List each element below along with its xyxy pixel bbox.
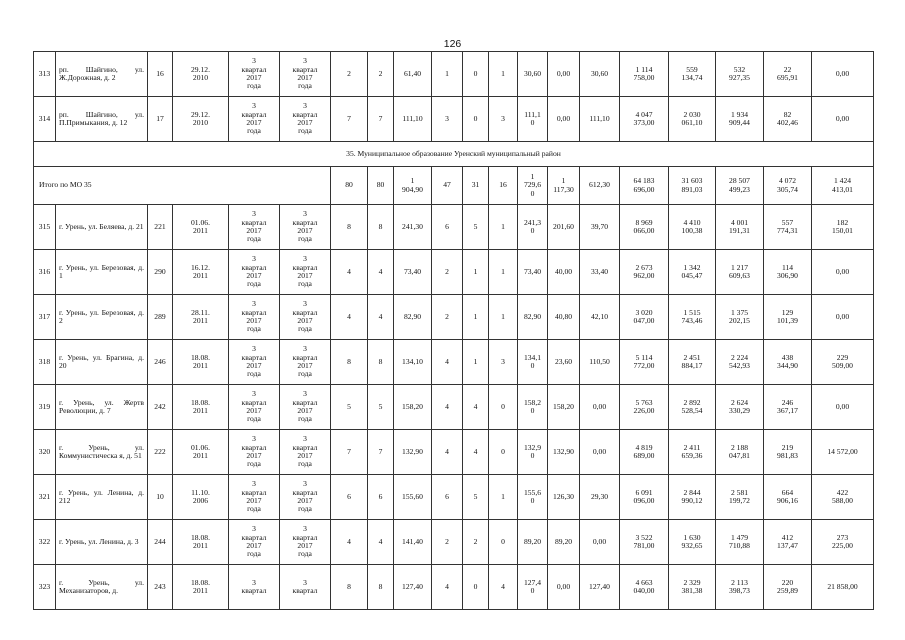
date: 18.08. 2011 [173,340,229,385]
row-number: 323 [34,565,56,610]
cost-fund: 4 410 100,38 [669,205,716,250]
cost-total: 2 673 962,00 [620,250,669,295]
apartments-municipal: 1 [489,475,518,520]
apartments-municipal: 3 [489,97,518,142]
row-number: 320 [34,430,56,475]
cost-extra: 273 225,00 [812,520,874,565]
cost-region: 1 217 609,63 [716,250,764,295]
apartments-private: 4 [463,385,489,430]
house-id: 244 [148,520,173,565]
area-municipal: 127,40 [580,565,620,610]
total-area-total: 1 904,90 [394,167,432,205]
row-number: 315 [34,205,56,250]
area-relocated: 158,2 0 [518,385,548,430]
cost-fund: 2 329 381,38 [669,565,716,610]
apartments-municipal: 1 [489,205,518,250]
date: 18.08. 2011 [173,520,229,565]
total-cost-extra: 1 424 413,01 [812,167,874,205]
cost-local: 664 906,16 [764,475,812,520]
cost-local: 129 101,39 [764,295,812,340]
house-id: 290 [148,250,173,295]
end-quarter: 3 квартал [280,565,331,610]
cost-fund: 2 892 528,54 [669,385,716,430]
start-quarter: 3 квартал 2017 года [229,52,280,97]
area-private: 23,60 [548,340,580,385]
row-number: 313 [34,52,56,97]
cost-extra: 0,00 [812,250,874,295]
cost-total: 1 114 758,00 [620,52,669,97]
apartments-private: 0 [463,565,489,610]
area-total: 61,40 [394,52,432,97]
house-id: 242 [148,385,173,430]
cost-region: 4 001 191,31 [716,205,764,250]
area-municipal: 111,10 [580,97,620,142]
cost-local: 82 402,46 [764,97,812,142]
table-row [34,97,874,142]
total-cost-local: 4 072 305,74 [764,167,812,205]
area-private: 40,80 [548,295,580,340]
address: г. Урень, ул. Брагина, д. 20 [56,340,148,385]
row-number: 321 [34,475,56,520]
cost-fund: 1 515 743,46 [669,295,716,340]
address: г. Урень, ул. Коммунистическа я, д. 51 [56,430,148,475]
cost-extra: 0,00 [812,97,874,142]
start-quarter: 3 квартал 2017 года [229,97,280,142]
cost-region: 2 113 398,73 [716,565,764,610]
start-quarter: 3 квартал 2017 года [229,295,280,340]
start-quarter: 3 квартал 2017 года [229,250,280,295]
cost-region: 2 188 047,81 [716,430,764,475]
area-total: 155,60 [394,475,432,520]
apartments-private: 5 [463,475,489,520]
apartments-total: 2 [432,295,463,340]
address: г. Урень, ул. Ленина, д. 212 [56,475,148,520]
row-number: 317 [34,295,56,340]
housing-program-table [33,51,874,610]
area-municipal: 110,50 [580,340,620,385]
start-quarter: 3 квартал 2017 года [229,475,280,520]
residents-total: 7 [331,97,368,142]
table-row [34,52,874,97]
house-id: 289 [148,295,173,340]
area-relocated: 155,6 0 [518,475,548,520]
cost-extra: 182 150,01 [812,205,874,250]
cost-region: 1 934 909,44 [716,97,764,142]
apartments-total: 6 [432,475,463,520]
apartments-private: 4 [463,430,489,475]
date: 18.08. 2011 [173,385,229,430]
table-row [34,430,874,475]
cost-region: 1 479 710,88 [716,520,764,565]
apartments-private: 0 [463,52,489,97]
area-relocated: 132,9 0 [518,430,548,475]
cost-local: 220 259,89 [764,565,812,610]
cost-extra: 21 858,00 [812,565,874,610]
area-private: 0,00 [548,52,580,97]
residents-total: 2 [331,52,368,97]
residents-total: 6 [331,475,368,520]
cost-fund: 2 030 061,10 [669,97,716,142]
cost-extra: 0,00 [812,295,874,340]
area-total: 141,40 [394,520,432,565]
end-quarter: 3 квартал 2017 года [280,295,331,340]
total-cost-region: 28 507 499,23 [716,167,764,205]
cost-total: 6 091 096,00 [620,475,669,520]
area-municipal: 0,00 [580,430,620,475]
total-residents-total: 80 [331,167,368,205]
apartments-total: 4 [432,340,463,385]
cost-extra: 0,00 [812,52,874,97]
address: рп. Шайгино, ул. Ж.Дорожная, д. 2 [56,52,148,97]
cost-extra: 14 572,00 [812,430,874,475]
apartments-municipal: 4 [489,565,518,610]
area-municipal: 29,30 [580,475,620,520]
apartments-private: 0 [463,97,489,142]
area-private: 201,60 [548,205,580,250]
date: 29.12. 2010 [173,52,229,97]
area-municipal: 42,10 [580,295,620,340]
cost-total: 4 047 373,00 [620,97,669,142]
house-id: 222 [148,430,173,475]
end-quarter: 3 квартал 2017 года [280,520,331,565]
start-quarter: 3 квартал 2017 года [229,430,280,475]
start-quarter: 3 квартал 2017 года [229,205,280,250]
residents-total: 4 [331,520,368,565]
row-number: 314 [34,97,56,142]
row-number: 318 [34,340,56,385]
address: г. Урень, ул. Березовая, д. 1 [56,250,148,295]
cost-extra: 229 509,00 [812,340,874,385]
house-id: 243 [148,565,173,610]
residents-relocated: 5 [368,385,394,430]
residents-total: 8 [331,340,368,385]
cost-extra: 0,00 [812,385,874,430]
row-number: 322 [34,520,56,565]
address: г. Урень, ул. Беляева, д. 21 [56,205,148,250]
start-quarter: 3 квартал 2017 года [229,385,280,430]
area-private: 89,20 [548,520,580,565]
area-private: 40,00 [548,250,580,295]
date: 29.12. 2010 [173,97,229,142]
residents-relocated: 7 [368,430,394,475]
apartments-municipal: 1 [489,295,518,340]
residents-total: 7 [331,430,368,475]
cost-region: 1 375 202,15 [716,295,764,340]
area-total: 134,10 [394,340,432,385]
house-id: 17 [148,97,173,142]
row-number: 316 [34,250,56,295]
area-total: 158,20 [394,385,432,430]
residents-relocated: 2 [368,52,394,97]
cost-total: 5 763 226,00 [620,385,669,430]
end-quarter: 3 квартал 2017 года [280,205,331,250]
total-cost-fund: 31 603 891,03 [669,167,716,205]
cost-total: 4 663 040,00 [620,565,669,610]
area-relocated: 127,4 0 [518,565,548,610]
total-apartments-total: 47 [432,167,463,205]
date: 01.06. 2011 [173,430,229,475]
cost-extra: 422 588,00 [812,475,874,520]
section-title: 35. Муниципальное образование Уренский муниципальный район [34,142,874,167]
apartments-total: 4 [432,385,463,430]
cost-local: 22 695,91 [764,52,812,97]
table-row [34,385,874,430]
table-row [34,205,874,250]
apartments-total: 1 [432,52,463,97]
start-quarter: 3 квартал 2017 года [229,340,280,385]
address: г. Урень, ул. Механизаторов, д. [56,565,148,610]
total-label: Итого по МО 35 [34,167,331,205]
section-row [34,142,874,167]
area-municipal: 0,00 [580,385,620,430]
total-area-municipal: 612,30 [580,167,620,205]
house-id: 246 [148,340,173,385]
table-row [34,340,874,385]
residents-total: 4 [331,295,368,340]
cost-local: 412 137,47 [764,520,812,565]
date: 16.12. 2011 [173,250,229,295]
total-area-relocated: 1 729,6 0 [518,167,548,205]
residents-relocated: 4 [368,295,394,340]
cost-total: 5 114 772,00 [620,340,669,385]
residents-total: 8 [331,205,368,250]
area-private: 158,20 [548,385,580,430]
area-relocated: 134,1 0 [518,340,548,385]
cost-local: 114 306,90 [764,250,812,295]
cost-total: 8 969 066,00 [620,205,669,250]
area-total: 127,40 [394,565,432,610]
table-row [34,250,874,295]
end-quarter: 3 квартал 2017 года [280,250,331,295]
cost-local: 246 367,17 [764,385,812,430]
end-quarter: 3 квартал 2017 года [280,340,331,385]
cost-region: 2 224 542,93 [716,340,764,385]
table-row [34,475,874,520]
area-relocated: 111,1 0 [518,97,548,142]
area-private: 132,90 [548,430,580,475]
cost-total: 3 020 047,00 [620,295,669,340]
area-total: 111,10 [394,97,432,142]
residents-relocated: 8 [368,340,394,385]
cost-fund: 1 342 045,47 [669,250,716,295]
apartments-private: 1 [463,340,489,385]
end-quarter: 3 квартал 2017 года [280,430,331,475]
house-id: 221 [148,205,173,250]
cost-region: 532 927,35 [716,52,764,97]
cost-local: 219 981,83 [764,430,812,475]
area-private: 0,00 [548,97,580,142]
area-relocated: 241,3 0 [518,205,548,250]
apartments-total: 6 [432,205,463,250]
apartments-municipal: 3 [489,340,518,385]
date: 11.10. 2006 [173,475,229,520]
residents-relocated: 4 [368,250,394,295]
area-private: 0,00 [548,565,580,610]
area-relocated: 73,40 [518,250,548,295]
area-relocated: 89,20 [518,520,548,565]
cost-total: 3 522 781,00 [620,520,669,565]
table-row [34,295,874,340]
apartments-municipal: 0 [489,430,518,475]
area-municipal: 0,00 [580,520,620,565]
apartments-total: 2 [432,250,463,295]
area-municipal: 33,40 [580,250,620,295]
apartments-total: 3 [432,97,463,142]
cost-local: 438 344,90 [764,340,812,385]
cost-region: 2 581 199,72 [716,475,764,520]
apartments-municipal: 0 [489,385,518,430]
cost-fund: 2 451 884,17 [669,340,716,385]
area-total: 73,40 [394,250,432,295]
total-residents-relocated: 80 [368,167,394,205]
address: г. Урень, ул. Жертв Революции, д. 7 [56,385,148,430]
apartments-municipal: 1 [489,250,518,295]
date: 18.08. 2011 [173,565,229,610]
apartments-municipal: 1 [489,52,518,97]
cost-fund: 1 630 932,65 [669,520,716,565]
total-row [34,167,874,205]
cost-region: 2 624 330,29 [716,385,764,430]
apartments-private: 2 [463,520,489,565]
start-quarter: 3 квартал [229,565,280,610]
apartments-municipal: 0 [489,520,518,565]
end-quarter: 3 квартал 2017 года [280,52,331,97]
residents-total: 5 [331,385,368,430]
apartments-total: 4 [432,430,463,475]
residents-relocated: 7 [368,97,394,142]
page-number: 126 [443,38,462,50]
area-relocated: 30,60 [518,52,548,97]
residents-relocated: 6 [368,475,394,520]
area-municipal: 39,70 [580,205,620,250]
address: г. Урень, ул. Березовая, д. 2 [56,295,148,340]
apartments-total: 2 [432,520,463,565]
total-apartments-private: 31 [463,167,489,205]
residents-relocated: 4 [368,520,394,565]
area-total: 82,90 [394,295,432,340]
table-row [34,565,874,610]
end-quarter: 3 квартал 2017 года [280,97,331,142]
total-area-private: 1 117,30 [548,167,580,205]
cost-total: 4 819 689,00 [620,430,669,475]
start-quarter: 3 квартал 2017 года [229,520,280,565]
end-quarter: 3 квартал 2017 года [280,385,331,430]
area-total: 132,90 [394,430,432,475]
total-cost-total: 64 183 696,00 [620,167,669,205]
address: рп. Шайгино, ул. П.Примыкания, д. 12 [56,97,148,142]
residents-total: 8 [331,565,368,610]
cost-fund: 2 411 659,36 [669,430,716,475]
date: 01.06. 2011 [173,205,229,250]
cost-local: 557 774,31 [764,205,812,250]
cost-fund: 559 134,74 [669,52,716,97]
apartments-private: 5 [463,205,489,250]
area-municipal: 30,60 [580,52,620,97]
apartments-total: 4 [432,565,463,610]
row-number: 319 [34,385,56,430]
cost-fund: 2 844 990,12 [669,475,716,520]
house-id: 16 [148,52,173,97]
area-private: 126,30 [548,475,580,520]
date: 28.11. 2011 [173,295,229,340]
address: г. Урень, ул. Ленина, д. 3 [56,520,148,565]
residents-relocated: 8 [368,205,394,250]
house-id: 10 [148,475,173,520]
residents-relocated: 8 [368,565,394,610]
residents-total: 4 [331,250,368,295]
table-row [34,520,874,565]
area-total: 241,30 [394,205,432,250]
total-apartments-municipal: 16 [489,167,518,205]
end-quarter: 3 квартал 2017 года [280,475,331,520]
apartments-private: 1 [463,250,489,295]
apartments-private: 1 [463,295,489,340]
area-relocated: 82,90 [518,295,548,340]
